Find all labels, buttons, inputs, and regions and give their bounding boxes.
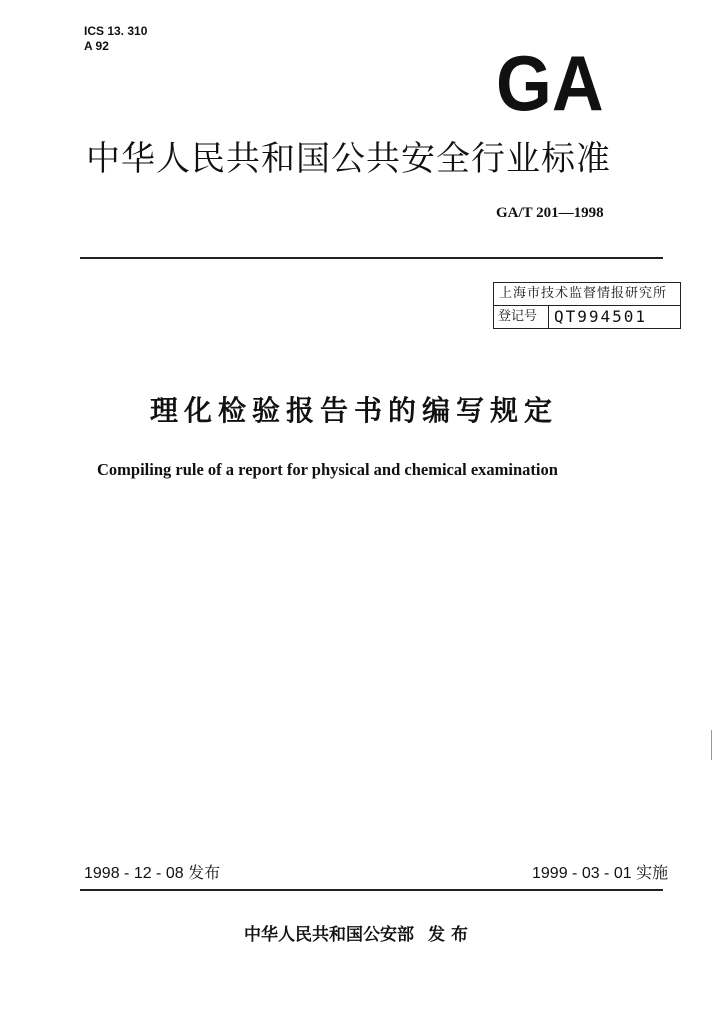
- implementation-date: 1999 - 03 - 01 实施: [532, 865, 669, 882]
- registry-org-row: [494, 283, 680, 305]
- publisher-name: 中华人民共和国公安部: [244, 925, 414, 945]
- ics-block: [84, 24, 147, 54]
- registry-organization: 上海市技术监督情报研究所: [499, 286, 668, 301]
- bottom-divider: [80, 889, 663, 891]
- registry-label: 登记号: [494, 306, 549, 328]
- ga-logo: GA: [496, 39, 604, 127]
- classification-code: A 92: [84, 39, 109, 53]
- standard-title: 中华人民共和国公共安全行业标准: [86, 139, 611, 179]
- top-divider: [80, 257, 663, 259]
- publisher-action: 发布: [428, 925, 474, 945]
- document-title-english: Compiling rule of a report for physical and chemical examination: [97, 460, 558, 479]
- scan-edge-mark: [711, 730, 712, 760]
- publisher-line: [244, 924, 474, 946]
- registry-stamp: [493, 282, 681, 329]
- registry-number-row: [494, 305, 680, 328]
- issue-date: 1998 - 12 - 08 发布: [84, 865, 221, 882]
- document-title-chinese: 理化检验报告书的编写规定: [150, 394, 559, 427]
- standard-number: GA/T 201—1998: [496, 205, 604, 221]
- ics-code: ICS 13. 310: [84, 24, 148, 38]
- registry-number: QT994501: [554, 307, 648, 326]
